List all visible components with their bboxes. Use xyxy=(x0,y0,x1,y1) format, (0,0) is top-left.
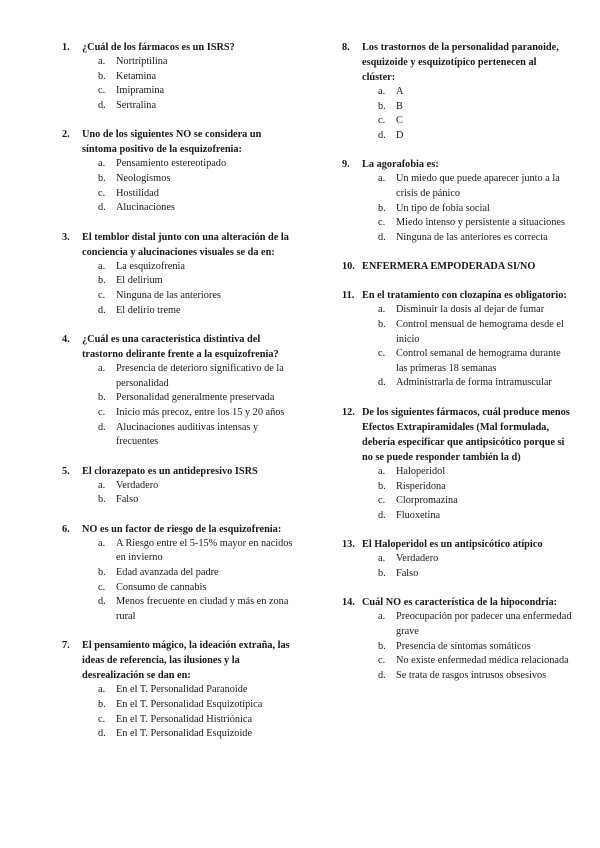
option-item xyxy=(378,129,572,144)
option-letter: a. xyxy=(98,158,106,170)
question-header xyxy=(62,332,294,362)
option-item xyxy=(378,669,572,684)
question-number: 6. xyxy=(62,523,70,535)
option-text: Alucinaciones xyxy=(116,202,175,214)
question-number: 1. xyxy=(62,42,70,53)
option-letter: a. xyxy=(378,465,386,477)
question-item xyxy=(342,288,572,391)
option-letter: a. xyxy=(378,173,386,185)
option-letter: a. xyxy=(98,56,106,67)
option-text: C xyxy=(396,115,403,127)
option-item xyxy=(98,406,294,421)
option-letter: a. xyxy=(378,86,386,97)
question-header xyxy=(62,522,294,537)
option-text: Miedo intenso y persistente a situaciones xyxy=(396,217,566,229)
question-item xyxy=(342,259,572,274)
option-item xyxy=(98,84,294,99)
option-item xyxy=(378,654,572,669)
option-letter: a. xyxy=(98,537,106,549)
option-text: Administrarla de forma intramuscular xyxy=(396,377,552,389)
option-item xyxy=(98,683,294,698)
options-list xyxy=(342,172,572,245)
option-letter: b. xyxy=(98,567,106,579)
option-text: Control mensual de hemograma desde el inicio xyxy=(396,318,564,345)
question-item xyxy=(62,332,294,450)
option-item xyxy=(378,172,572,201)
question-item xyxy=(342,537,572,581)
option-item xyxy=(378,318,572,347)
option-text: Neologismos xyxy=(116,172,171,184)
option-item xyxy=(98,274,294,289)
option-text: Consumo de cannabis xyxy=(116,581,207,593)
question-number: 10. xyxy=(342,261,355,273)
option-letter: b. xyxy=(378,100,386,112)
option-text: Preocupación por padecer una enfermedad grave xyxy=(396,611,572,638)
question-header xyxy=(62,40,294,55)
options-list xyxy=(62,683,294,741)
option-item xyxy=(98,304,294,319)
option-item xyxy=(98,172,294,187)
option-letter: a. xyxy=(378,553,386,565)
option-text: A Riesgo entre el 5-15% mayor en nacidos en invierno xyxy=(116,537,293,564)
options-list xyxy=(342,552,572,581)
option-item xyxy=(378,202,572,217)
option-letter: b. xyxy=(378,318,386,330)
question-text: La agorafobia es: xyxy=(362,159,439,171)
option-letter: b. xyxy=(98,172,106,184)
option-text: Nortriptilina xyxy=(116,56,168,67)
option-text: Menos frecuente en ciudad y más en zona rural xyxy=(116,596,289,622)
option-item xyxy=(378,347,572,376)
option-letter: a. xyxy=(98,260,106,272)
option-item xyxy=(98,493,294,508)
option-text: Control semanal de hemograma durante las primeras 18 semanas xyxy=(396,348,561,374)
options-list xyxy=(62,362,294,450)
option-text: Inicio más precoz, entre los 15 y 20 años xyxy=(116,406,285,418)
option-text: Un miedo que puede aparecer junto a la crisis de pánico xyxy=(396,173,560,199)
option-text: Se trata de rasgos intrusos obsesivos xyxy=(396,669,547,681)
option-item xyxy=(98,289,294,304)
option-item xyxy=(378,509,572,524)
options-list xyxy=(62,260,294,318)
question-text: En el tratamiento con clozapina es obligatorio: xyxy=(362,290,567,302)
option-item xyxy=(98,727,294,742)
option-text: El delirio treme xyxy=(116,304,181,316)
option-letter: c. xyxy=(98,406,106,418)
option-letter: b. xyxy=(98,699,106,711)
question-number: 12. xyxy=(342,406,355,418)
question-text: Los trastornos de la personalidad paranoide, esquizoide y esquizotípico pertenecen al clúster: xyxy=(362,42,559,83)
option-letter: c. xyxy=(378,495,386,507)
question-text: El clorazepato es un antidepresivo ISRS xyxy=(82,465,258,477)
question-number: 13. xyxy=(342,539,355,551)
question-text: El temblor distal junto con una alteración de la conciencia y alucinaciones visuales se da en: xyxy=(82,231,289,258)
option-item xyxy=(378,610,572,639)
option-letter: c. xyxy=(98,85,106,97)
option-text: Imipramina xyxy=(116,85,165,97)
question-text: Cuál NO es característica de la hipocondría: xyxy=(362,597,558,609)
question-number: 5. xyxy=(62,465,70,477)
option-item xyxy=(378,85,572,100)
option-text: No existe enfermedad médica relacionada xyxy=(396,655,569,667)
question-header xyxy=(342,288,572,303)
option-letter: d. xyxy=(98,304,106,316)
option-letter: a. xyxy=(98,479,106,491)
option-item xyxy=(378,480,572,495)
option-item xyxy=(378,303,572,318)
option-letter: c. xyxy=(98,581,106,593)
option-text: Haloperidol xyxy=(396,465,446,477)
question-item xyxy=(342,405,572,523)
options-list xyxy=(342,610,572,683)
option-text: Disminuir la dosis al dejar de fumar xyxy=(396,304,545,316)
option-letter: b. xyxy=(378,567,386,579)
option-letter: a. xyxy=(378,304,386,316)
option-letter: c. xyxy=(378,348,386,360)
question-item xyxy=(62,230,294,318)
option-item xyxy=(98,260,294,275)
option-item xyxy=(378,567,572,582)
option-item xyxy=(378,100,572,115)
option-item xyxy=(98,566,294,581)
question-item xyxy=(62,127,294,215)
question-text: ¿Cuál es una característica distintiva del trastorno delirante frente a la esquizofrenia? xyxy=(82,334,279,361)
left-column xyxy=(62,40,294,756)
option-item xyxy=(378,216,572,231)
option-letter: c. xyxy=(98,289,106,301)
option-letter: d. xyxy=(378,231,386,243)
option-letter: b. xyxy=(98,275,106,287)
option-letter: c. xyxy=(98,713,106,725)
question-number: 7. xyxy=(62,640,70,652)
question-text: ENFERMERA EMPODERADA SI/NO xyxy=(362,261,536,273)
question-item xyxy=(62,40,294,113)
option-text: Hostilidad xyxy=(116,187,159,199)
option-letter: d. xyxy=(98,202,106,214)
option-text: Alucinaciones auditivas intensas y frecuentes xyxy=(116,421,259,448)
options-list xyxy=(62,157,294,215)
option-item xyxy=(378,465,572,480)
question-item xyxy=(62,638,294,741)
option-letter: b. xyxy=(98,392,106,404)
option-letter: a. xyxy=(98,363,106,375)
question-number: 8. xyxy=(342,42,350,53)
question-text: ¿Cuál de los fármacos es un ISRS? xyxy=(82,42,235,53)
option-item xyxy=(98,698,294,713)
option-text: Presencia de síntomas somáticos xyxy=(396,640,531,652)
option-letter: b. xyxy=(378,202,386,214)
option-item xyxy=(98,99,294,114)
option-letter: c. xyxy=(378,217,386,229)
option-letter: a. xyxy=(98,684,106,696)
option-text: A xyxy=(396,86,404,97)
question-item xyxy=(342,40,572,143)
option-item xyxy=(378,376,572,391)
option-item xyxy=(98,201,294,216)
options-list xyxy=(62,537,294,625)
option-text: Sertralina xyxy=(116,99,157,111)
option-item xyxy=(378,494,572,509)
option-item xyxy=(98,55,294,70)
option-text: D xyxy=(396,129,404,141)
question-item xyxy=(62,522,294,625)
option-item xyxy=(98,537,294,566)
option-letter: d. xyxy=(378,377,386,389)
question-item xyxy=(342,157,572,245)
option-text: Un tipo de fobia social xyxy=(396,202,490,214)
option-text: En el T. Personalidad Esquizotípica xyxy=(116,699,263,711)
option-text: En el T. Personalidad Histriónica xyxy=(116,713,253,725)
option-text: Falso xyxy=(116,494,139,506)
option-item xyxy=(98,187,294,202)
question-text: El pensamiento mágico, la ideación extraña, las ideas de referencia, las ilusiones y la desrealización se dan en: xyxy=(82,640,290,682)
option-text: La esquizofrenia xyxy=(116,260,185,272)
option-text: En el T. Personalidad Paranoide xyxy=(116,684,248,696)
option-item xyxy=(378,231,572,246)
question-item xyxy=(342,595,572,683)
option-letter: a. xyxy=(378,611,386,623)
option-letter: d. xyxy=(378,129,386,141)
option-text: Fluoxetina xyxy=(396,509,441,521)
question-header xyxy=(342,157,572,172)
option-text: Verdadero xyxy=(116,479,159,491)
option-text: Ninguna de las anteriores es correcta xyxy=(396,231,548,243)
options-list xyxy=(62,479,294,508)
option-text: Risperidona xyxy=(396,480,446,492)
option-letter: b. xyxy=(378,480,386,492)
option-item xyxy=(98,581,294,596)
option-item xyxy=(98,595,294,624)
question-header xyxy=(62,127,294,157)
option-letter: b. xyxy=(98,70,106,82)
question-header xyxy=(62,638,294,683)
option-letter: c. xyxy=(378,655,386,667)
question-text: El Haloperidol es un antipsicótico atípico xyxy=(362,539,543,551)
option-text: Edad avanzada del padre xyxy=(116,567,219,579)
right-column xyxy=(342,40,572,697)
question-text: NO es un factor de riesgo de la esquizofrenia: xyxy=(82,523,282,535)
option-text: Falso xyxy=(396,567,419,579)
question-item xyxy=(62,464,294,508)
question-header xyxy=(342,405,572,465)
option-letter: d. xyxy=(98,421,106,433)
question-number: 3. xyxy=(62,231,70,243)
option-letter: d. xyxy=(98,728,106,740)
option-item xyxy=(98,479,294,494)
question-header xyxy=(62,464,294,479)
option-text: B xyxy=(396,100,403,112)
question-number: 2. xyxy=(62,129,70,141)
option-letter: b. xyxy=(98,494,106,506)
option-letter: b. xyxy=(378,640,386,652)
question-number: 14. xyxy=(342,597,355,609)
option-item xyxy=(378,114,572,129)
option-text: Presencia de deterioro significativo de la personalidad xyxy=(116,363,284,389)
option-letter: c. xyxy=(98,187,106,199)
question-header xyxy=(342,537,572,552)
question-header xyxy=(342,259,572,274)
option-text: Personalidad generalmente preservada xyxy=(116,392,275,404)
option-item xyxy=(98,70,294,85)
option-text: Pensamiento estereotipado xyxy=(116,158,227,170)
option-letter: c. xyxy=(378,115,386,127)
option-item xyxy=(378,552,572,567)
options-list xyxy=(342,465,572,523)
option-text: Clorpromazina xyxy=(396,495,458,507)
question-text: Uno de los siguientes NO se considera un síntoma positivo de la esquizofrenia: xyxy=(82,129,262,156)
option-item xyxy=(98,157,294,172)
question-header xyxy=(62,230,294,260)
options-list xyxy=(62,55,294,113)
option-text: Ketamina xyxy=(116,70,157,82)
option-item xyxy=(98,362,294,391)
option-letter: d. xyxy=(98,99,106,111)
option-letter: d. xyxy=(378,509,386,521)
option-item xyxy=(98,421,294,450)
question-number: 4. xyxy=(62,334,70,346)
options-list xyxy=(342,85,572,143)
question-header xyxy=(342,595,572,610)
option-text: Ninguna de las anteriores xyxy=(116,289,221,301)
question-number: 9. xyxy=(342,159,350,171)
question-header xyxy=(342,40,572,85)
options-list xyxy=(342,303,572,391)
question-number: 11. xyxy=(342,290,355,302)
option-text: El delirium xyxy=(116,275,163,287)
option-item xyxy=(378,640,572,655)
option-item xyxy=(98,391,294,406)
option-letter: d. xyxy=(98,596,106,608)
option-text: Verdadero xyxy=(396,553,439,565)
question-text: De los siguientes fármacos, cuál produce menos Efectos Extrapiramidales (Mal formulada, debería especificar que antipsicótico porque si no se puede responder también la d) xyxy=(362,406,570,463)
option-item xyxy=(98,713,294,728)
option-letter: d. xyxy=(378,669,386,681)
option-text: En el T. Personalidad Esquizoide xyxy=(116,728,253,740)
